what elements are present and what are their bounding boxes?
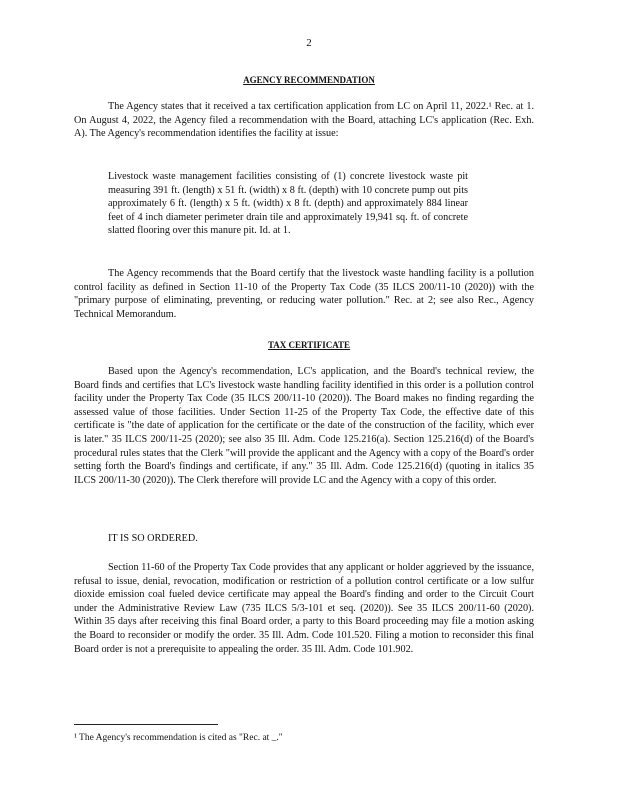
so-ordered-statement: IT IS SO ORDERED. <box>108 533 198 544</box>
facility-description-quote: Livestock waste management facilities consisting of (1) concrete livestock waste pit measuring 391 ft. (length) x 51 ft. (width) x 8 ft. (depth) with 10 concrete pump out pits approximately 6 ft. (length) x 5 ft. (width) x 8 ft. (depth) and approximately 884 linear feet of 4 inch diameter perimeter drain tile and approximately 19,941 sq. ft. of concrete slatted flooring over this manure pit. Id. at 1. <box>108 171 468 237</box>
paragraph-agency-recommends <box>74 267 534 321</box>
tax-certificate-heading-text: TAX CERTIFICATE <box>267 340 351 350</box>
agency-recommendation-heading-text: AGENCY RECOMMENDATION <box>243 75 375 85</box>
tax-certificate-heading <box>0 340 618 350</box>
paragraph-appeal-rights <box>74 561 534 656</box>
paragraph-agency-application-text: The Agency states that it received a tax certification application from LC on April 11, 2022.¹ Rec. at 1. On August 4, 2022, the Agency filed a recommendation with the Board, attaching LC's application (Rec. Exh. A). The Agency's recommendation identifies the facility at issue: <box>74 101 534 140</box>
paragraph-agency-application <box>74 100 534 141</box>
paragraph-appeal-rights-text: Section 11-60 of the Property Tax Code provides that any applicant or holder aggrieved by the issuance, refusal to issue, denial, revocation, modification or restriction of a pollution control certificate or a low sulfur dioxide emission coal fueled device certificate may appeal the Board's finding and order to the Circuit Court under the Administrative Review Law (735 ILCS 5/3-101 et seq. (2020)). See 35 ILCS 200/11-60 (2020). Within 35 days after receiving this final Board order, a party to this Board proceeding may file a motion asking the Board to reconsider or modify the order. 35 Ill. Adm. Code 101.520. Filing a motion to reconsider this final Board order is not a prerequisite to appealing the order. 35 Ill. Adm. Code 101.902. <box>74 562 534 655</box>
footnote-separator <box>74 724 218 725</box>
paragraph-board-findings <box>74 365 534 487</box>
paragraph-agency-recommends-text: The Agency recommends that the Board certify that the livestock waste handling facility is a pollution control facility as defined in Section 11-10 of the Property Tax Code (35 ILCS 200/11-10 (2020)) with the "primary purpose of eliminating, preventing, or reducing water pollution." Rec. at 2; see also Rec., Agency Technical Memorandum. <box>74 268 534 320</box>
footnote: ¹ The Agency's recommendation is cited as "Rec. at _." <box>74 733 283 743</box>
page-number: 2 <box>306 37 312 49</box>
agency-recommendation-heading <box>0 75 618 85</box>
paragraph-board-findings-text: Based upon the Agency's recommendation, LC's application, and the Board's technical review, the Board finds and certifies that LC's livestock waste handling facility identified in this order is a pollution control facility under the Property Tax Code (35 ILCS 200/11-10 (2020)). The Board makes no finding regarding the assessed value of those facilities. Under Section 11-25 of the Property Tax Code, the effective date of this certificate is "the date of application for the certificate or the date of the construction of the facility, which ever is later." 35 ILCS 200/11-25 (2020); see also 35 Ill. Adm. Code 125.216(a). Section 125.216(d) of the Board's procedural rules states that the Clerk "will provide the applicant and the Agency with a copy of the Board's order setting forth the Board's findings and certificate, if any." 35 Ill. Adm. Code 125.216(d) (quoting in italics 35 ILCS 200/11-30 (2020)). The Clerk therefore will provide LC and the Agency with a copy of this order. <box>74 366 534 486</box>
